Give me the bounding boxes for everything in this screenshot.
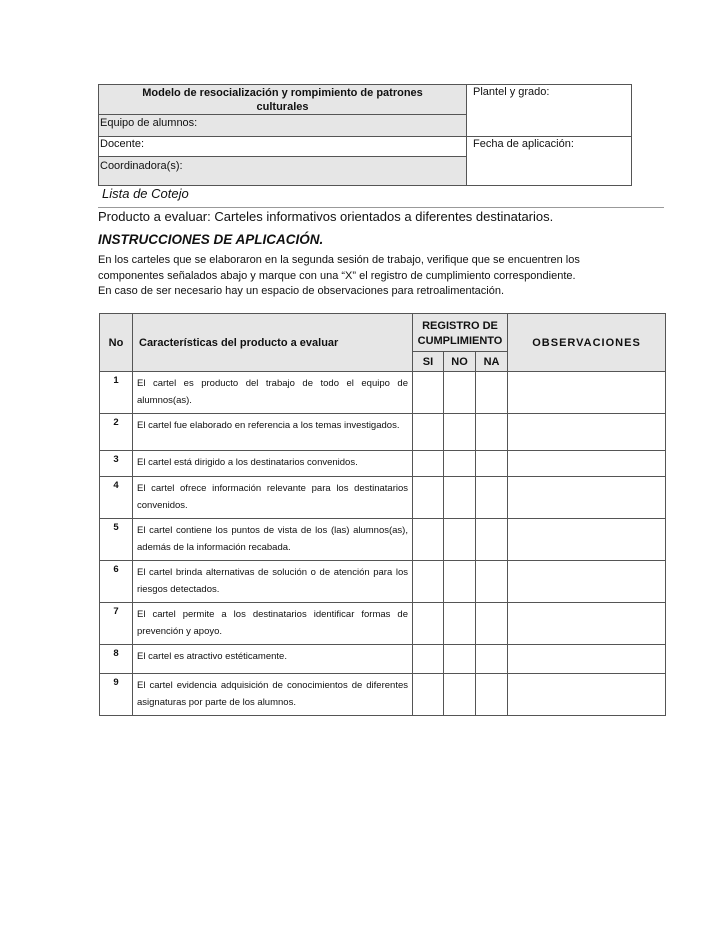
- table-row: [100, 561, 666, 603]
- row-number: 8: [100, 645, 133, 674]
- coordinadora-field[interactable]: Coordinadora(s):: [99, 157, 467, 185]
- row-description: El cartel es atractivo estéticamente.: [133, 645, 413, 674]
- row-description: El cartel fue elaborado en referencia a los temas investigados.: [133, 414, 413, 451]
- col-no-header: No: [100, 314, 133, 372]
- equipo-field[interactable]: Equipo de alumnos:: [99, 115, 467, 137]
- na-checkbox[interactable]: [476, 519, 508, 561]
- row-number: 6: [100, 561, 133, 603]
- observaciones-cell[interactable]: [508, 414, 666, 451]
- instructions-line: En caso de ser necesario hay un espacio de observaciones para retroalimentación.: [98, 285, 505, 297]
- col-si-header: SI: [413, 352, 444, 372]
- si-checkbox[interactable]: [413, 414, 444, 451]
- subtitle-rule: [98, 207, 664, 208]
- si-checkbox[interactable]: [413, 451, 444, 477]
- col-na-header: NA: [476, 352, 508, 372]
- row-number: 5: [100, 519, 133, 561]
- instructions-text: [98, 253, 580, 300]
- na-checkbox[interactable]: [476, 674, 508, 716]
- table-row: [100, 674, 666, 716]
- si-checkbox[interactable]: [413, 519, 444, 561]
- row-number: 7: [100, 603, 133, 645]
- observaciones-cell[interactable]: [508, 477, 666, 519]
- row-number: 3: [100, 451, 133, 477]
- plantel-field[interactable]: Plantel y grado:: [467, 85, 631, 137]
- row-number: 2: [100, 414, 133, 451]
- observaciones-cell[interactable]: [508, 561, 666, 603]
- no-checkbox[interactable]: [444, 477, 476, 519]
- table-row: [100, 603, 666, 645]
- na-checkbox[interactable]: [476, 414, 508, 451]
- no-checkbox[interactable]: [444, 603, 476, 645]
- row-description: El cartel brinda alternativas de solución o de atención para los riesgos detectados.: [133, 561, 413, 603]
- docente-field[interactable]: Docente:: [99, 137, 467, 157]
- na-checkbox[interactable]: [476, 372, 508, 414]
- observaciones-cell[interactable]: [508, 674, 666, 716]
- table-row: [100, 372, 666, 414]
- no-checkbox[interactable]: [444, 674, 476, 716]
- header-table: [98, 84, 632, 186]
- col-caracteristicas-header: Características del producto a evaluar: [133, 314, 413, 372]
- registro-header: REGISTRO DE: [413, 314, 508, 332]
- observaciones-cell[interactable]: [508, 372, 666, 414]
- product-line: Producto a evaluar: Carteles informativos orientados a diferentes destinatarios.: [98, 209, 554, 224]
- si-checkbox[interactable]: [413, 674, 444, 716]
- checklist-table: [99, 313, 666, 716]
- si-checkbox[interactable]: [413, 372, 444, 414]
- row-description: El cartel contiene los puntos de vista de los (las) alumnos(as), además de la información recabada.: [133, 519, 413, 561]
- checklist-subtitle: Lista de Cotejo: [102, 186, 189, 201]
- table-row: [100, 414, 666, 451]
- col-observaciones-header: OBSERVACIONES: [508, 314, 666, 372]
- observaciones-cell[interactable]: [508, 519, 666, 561]
- na-checkbox[interactable]: [476, 561, 508, 603]
- na-checkbox[interactable]: [476, 603, 508, 645]
- instructions-heading: INSTRUCCIONES DE APLICACIÓN.: [98, 232, 324, 247]
- no-checkbox[interactable]: [444, 372, 476, 414]
- na-checkbox[interactable]: [476, 645, 508, 674]
- row-description: El cartel es producto del trabajo de todo el equipo de alumnos(as).: [133, 372, 413, 414]
- row-description: El cartel evidencia adquisición de conocimientos de diferentes asignaturas por parte de los alumnos.: [133, 674, 413, 716]
- fecha-field[interactable]: Fecha de aplicación:: [473, 138, 574, 150]
- row-description: El cartel ofrece información relevante para los destinatarios convenidos.: [133, 477, 413, 519]
- row-number: 9: [100, 674, 133, 716]
- no-checkbox[interactable]: [444, 414, 476, 451]
- col-no-option-header: NO: [444, 352, 476, 372]
- na-checkbox[interactable]: [476, 451, 508, 477]
- observaciones-cell[interactable]: [508, 451, 666, 477]
- na-checkbox[interactable]: [476, 477, 508, 519]
- cumplimiento-header: CUMPLIMIENTO: [413, 332, 508, 352]
- observaciones-cell[interactable]: [508, 603, 666, 645]
- si-checkbox[interactable]: [413, 603, 444, 645]
- instructions-line: En los carteles que se elaboraron en la segunda sesión de trabajo, verifique que se encuentren los: [98, 254, 580, 266]
- si-checkbox[interactable]: [413, 645, 444, 674]
- no-checkbox[interactable]: [444, 451, 476, 477]
- table-row: [100, 477, 666, 519]
- row-number: 4: [100, 477, 133, 519]
- row-description: El cartel permite a los destinatarios identificar formas de prevención y apoyo.: [133, 603, 413, 645]
- no-checkbox[interactable]: [444, 645, 476, 674]
- header-title: Modelo de resocialización y rompimiento de patrones culturales: [99, 85, 467, 115]
- row-description: El cartel está dirigido a los destinatarios convenidos.: [133, 451, 413, 477]
- si-checkbox[interactable]: [413, 477, 444, 519]
- instructions-line: componentes señalados abajo y marque con una “X” el registro de cumplimiento correspondiente.: [98, 269, 576, 282]
- table-row: [100, 519, 666, 561]
- si-checkbox[interactable]: [413, 561, 444, 603]
- table-row: [100, 645, 666, 674]
- table-row: [100, 451, 666, 477]
- row-number: 1: [100, 372, 133, 414]
- no-checkbox[interactable]: [444, 519, 476, 561]
- observaciones-cell[interactable]: [508, 645, 666, 674]
- no-checkbox[interactable]: [444, 561, 476, 603]
